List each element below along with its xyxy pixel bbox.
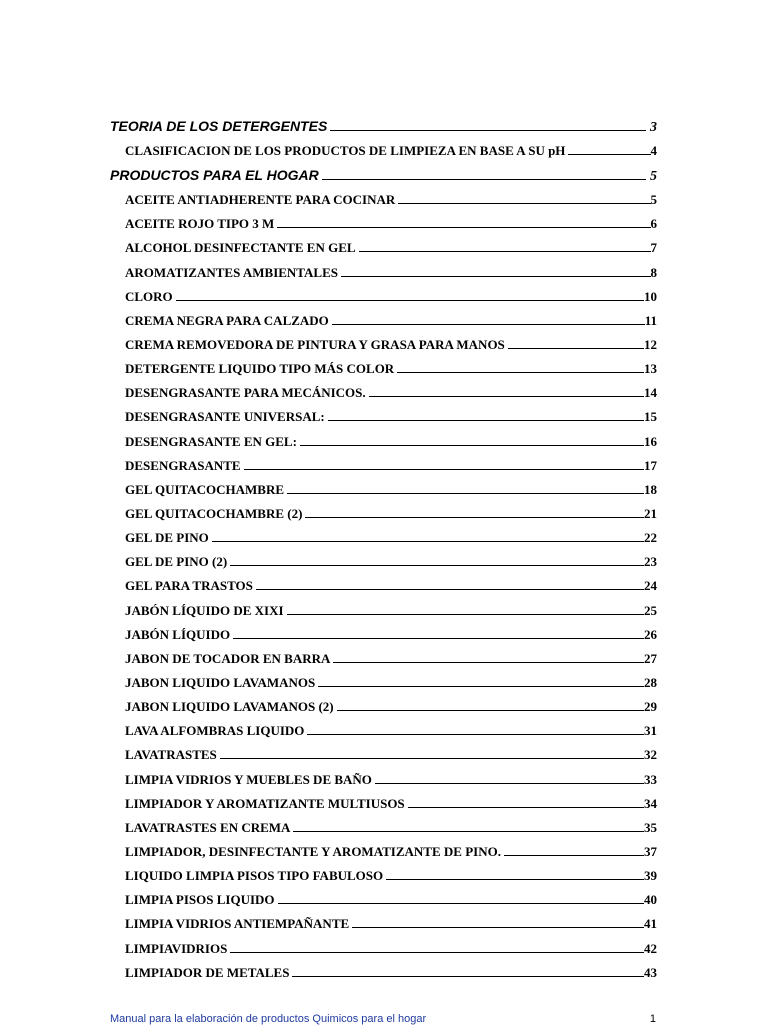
toc-entry[interactable] bbox=[125, 289, 657, 313]
toc-entry-page: 29 bbox=[644, 699, 657, 715]
toc-entry[interactable] bbox=[125, 313, 657, 337]
toc-leader-line bbox=[293, 831, 644, 832]
toc-leader-line bbox=[386, 879, 644, 880]
toc-entry-title: ALCOHOL DESINFECTANTE EN GEL bbox=[125, 240, 356, 256]
toc-leader-line bbox=[230, 565, 644, 566]
toc-entry-title: JABON LIQUIDO LAVAMANOS (2) bbox=[125, 699, 334, 715]
table-of-contents bbox=[0, 118, 768, 989]
toc-entry-page: 24 bbox=[644, 578, 657, 594]
toc-entry-title: TEORIA DE LOS DETERGENTES bbox=[110, 118, 328, 134]
toc-entry[interactable] bbox=[125, 965, 657, 989]
toc-leader-line bbox=[504, 855, 644, 856]
toc-entry-page: 31 bbox=[644, 723, 657, 739]
toc-entry[interactable] bbox=[125, 699, 657, 723]
toc-entry-title: LIMPIADOR Y AROMATIZANTE MULTIUSOS bbox=[125, 795, 405, 811]
toc-leader-line bbox=[300, 445, 644, 446]
toc-entry[interactable] bbox=[125, 941, 657, 965]
toc-entry-page: 3 bbox=[650, 120, 657, 135]
toc-entry-title: ACEITE ROJO TIPO 3 M bbox=[125, 216, 275, 232]
toc-entry-title: LAVATRASTES bbox=[125, 747, 217, 763]
toc-entry-page: 42 bbox=[644, 940, 657, 956]
toc-entry-title: GEL DE PINO (2) bbox=[125, 554, 228, 570]
toc-entry[interactable] bbox=[125, 772, 657, 796]
toc-leader-line bbox=[292, 976, 644, 977]
toc-entry-title: GEL QUITACOCHAMBRE (2) bbox=[125, 505, 303, 521]
toc-leader-line bbox=[359, 251, 651, 252]
toc-entry[interactable] bbox=[125, 723, 657, 747]
toc-leader-line bbox=[408, 807, 644, 808]
toc-entry-title: CREMA REMOVEDORA DE PINTURA Y GRASA PARA MANOS bbox=[125, 336, 505, 352]
toc-entry-page: 11 bbox=[644, 312, 657, 328]
toc-leader-line bbox=[337, 710, 644, 711]
toc-entry-page: 5 bbox=[650, 169, 657, 185]
toc-entry-page: 41 bbox=[644, 916, 657, 932]
toc-entry-page: 17 bbox=[644, 457, 657, 473]
toc-entry-title: DESENGRASANTE PARA MECÁNICOS. bbox=[125, 385, 366, 401]
toc-entry[interactable] bbox=[125, 796, 657, 820]
toc-entry-title: CREMA NEGRA PARA CALZADO bbox=[125, 312, 329, 328]
toc-leader-line bbox=[328, 420, 644, 421]
toc-leader-line bbox=[307, 734, 644, 735]
toc-entry[interactable] bbox=[125, 143, 657, 167]
toc-leader-line bbox=[568, 154, 650, 155]
toc-entry[interactable] bbox=[125, 458, 657, 482]
toc-entry[interactable] bbox=[125, 506, 657, 530]
toc-entry-page: 22 bbox=[644, 530, 657, 546]
toc-entry[interactable] bbox=[125, 916, 657, 940]
toc-entry-title: LIMPIA PISOS LIQUIDO bbox=[125, 892, 275, 908]
toc-entry-page: 34 bbox=[644, 795, 657, 811]
toc-entry-page: 43 bbox=[644, 964, 657, 980]
toc-leader-line bbox=[230, 952, 644, 953]
toc-entry-title: DESENGRASANTE bbox=[125, 457, 241, 473]
toc-entry[interactable] bbox=[125, 530, 657, 554]
toc-entry[interactable] bbox=[110, 118, 657, 143]
toc-entry[interactable] bbox=[125, 337, 657, 361]
toc-entry-title: LIMPIADOR DE METALES bbox=[125, 964, 290, 980]
toc-entry-page: 39 bbox=[644, 868, 657, 884]
toc-entry[interactable] bbox=[125, 265, 657, 289]
toc-entry[interactable] bbox=[125, 385, 657, 409]
toc-entry-page: 23 bbox=[644, 554, 657, 570]
toc-entry-page: 15 bbox=[644, 409, 657, 425]
toc-leader-line bbox=[352, 927, 644, 928]
toc-entry[interactable] bbox=[125, 627, 657, 651]
toc-entry-page: 40 bbox=[644, 892, 657, 908]
toc-leader-line bbox=[369, 396, 644, 397]
toc-entry-title: PRODUCTOS PARA EL HOGAR bbox=[110, 167, 319, 184]
toc-leader-line bbox=[375, 783, 644, 784]
toc-entry-title: DESENGRASANTE EN GEL: bbox=[125, 433, 297, 449]
toc-leader-line bbox=[287, 614, 644, 615]
toc-leader-line bbox=[333, 662, 644, 663]
toc-entry-title: DESENGRASANTE UNIVERSAL: bbox=[125, 409, 325, 425]
toc-entry[interactable] bbox=[125, 240, 657, 264]
toc-leader-line bbox=[508, 348, 644, 349]
toc-entry-title: LIMPIAVIDRIOS bbox=[125, 940, 228, 956]
toc-entry-title: CLORO bbox=[125, 288, 173, 304]
toc-entry-page: 26 bbox=[644, 626, 657, 642]
toc-entry-page: 37 bbox=[644, 843, 657, 859]
toc-entry-page: 13 bbox=[644, 361, 657, 377]
toc-leader-line bbox=[305, 517, 644, 518]
toc-entry-page: 4 bbox=[650, 143, 657, 158]
toc-leader-line bbox=[212, 541, 644, 542]
toc-entry[interactable] bbox=[125, 651, 657, 675]
toc-entry-page: 21 bbox=[644, 505, 657, 521]
toc-entry-title: CLASIFICACION DE LOS PRODUCTOS DE LIMPIEZA EN BASE A SU pH bbox=[125, 143, 566, 158]
toc-entry-title: AROMATIZANTES AMBIENTALES bbox=[125, 264, 338, 280]
toc-entry-title: JABON LIQUIDO LAVAMANOS bbox=[125, 674, 316, 690]
toc-entry[interactable] bbox=[125, 675, 657, 699]
toc-entry-page: 25 bbox=[644, 602, 657, 618]
toc-entry-title: DETERGENTE LIQUIDO TIPO MÁS COLOR bbox=[125, 361, 395, 377]
toc-leader-line bbox=[318, 686, 644, 687]
toc-leader-line bbox=[220, 758, 644, 759]
toc-entry-title: LAVATRASTES EN CREMA bbox=[125, 819, 291, 835]
toc-leader-line bbox=[244, 469, 644, 470]
toc-entry-title: GEL DE PINO bbox=[125, 530, 209, 546]
toc-entry[interactable] bbox=[125, 216, 657, 240]
toc-leader-line bbox=[322, 179, 646, 180]
toc-entry[interactable] bbox=[125, 192, 657, 216]
toc-entry-page: 35 bbox=[644, 819, 657, 835]
toc-entry-page: 12 bbox=[644, 336, 657, 352]
toc-entry-page: 14 bbox=[644, 385, 657, 401]
toc-entry-page: 18 bbox=[644, 481, 657, 497]
toc-entry[interactable] bbox=[125, 482, 657, 506]
toc-entry[interactable] bbox=[110, 167, 657, 192]
footer-page-number: 1 bbox=[649, 1013, 656, 1025]
toc-entry[interactable] bbox=[125, 361, 657, 385]
toc-leader-line bbox=[398, 203, 650, 204]
toc-entry-page: 6 bbox=[650, 216, 657, 232]
toc-entry[interactable] bbox=[125, 844, 657, 868]
toc-entry-page: 7 bbox=[650, 240, 657, 256]
toc-entry[interactable] bbox=[125, 892, 657, 916]
toc-entry[interactable] bbox=[125, 578, 657, 602]
toc-entry[interactable] bbox=[125, 603, 657, 627]
toc-entry-page: 10 bbox=[644, 288, 657, 304]
toc-leader-line bbox=[330, 130, 646, 131]
toc-entry-title: LAVA ALFOMBRAS LIQUIDO bbox=[125, 723, 305, 739]
toc-entry-page: 28 bbox=[644, 674, 657, 690]
toc-entry[interactable] bbox=[125, 434, 657, 458]
toc-entry-page: 32 bbox=[644, 747, 657, 763]
toc-entry-title: LIQUIDO LIMPIA PISOS TIPO FABULOSO bbox=[125, 868, 384, 884]
toc-entry-title: JABON DE TOCADOR EN BARRA bbox=[125, 650, 331, 666]
toc-entry-title: GEL QUITACOCHAMBRE bbox=[125, 481, 285, 497]
toc-entry-title: JABÓN LÍQUIDO DE XIXI bbox=[125, 602, 284, 618]
toc-entry-title: ACEITE ANTIADHERENTE PARA COCINAR bbox=[125, 192, 396, 208]
toc-leader-line bbox=[256, 589, 644, 590]
toc-entry-page: 16 bbox=[644, 433, 657, 449]
toc-leader-line bbox=[277, 227, 650, 228]
toc-entry-title: LIMPIA VIDRIOS ANTIEMPAÑANTE bbox=[125, 916, 350, 932]
toc-leader-line bbox=[278, 903, 644, 904]
toc-entry[interactable] bbox=[125, 747, 657, 771]
toc-entry[interactable] bbox=[125, 868, 657, 892]
toc-leader-line bbox=[397, 372, 644, 373]
toc-entry-page: 27 bbox=[644, 650, 657, 666]
toc-leader-line bbox=[176, 300, 644, 301]
toc-leader-line bbox=[332, 324, 645, 325]
toc-leader-line bbox=[233, 638, 644, 639]
toc-leader-line bbox=[287, 493, 644, 494]
toc-entry[interactable] bbox=[125, 409, 657, 433]
toc-entry-page: 8 bbox=[650, 264, 657, 280]
toc-entry-page: 33 bbox=[644, 771, 657, 787]
toc-entry-title: JABÓN LÍQUIDO bbox=[125, 626, 231, 642]
toc-entry-title: GEL PARA TRASTOS bbox=[125, 578, 253, 594]
toc-entry-title: LIMPIA VIDRIOS Y MUEBLES DE BAÑO bbox=[125, 771, 372, 787]
toc-entry[interactable] bbox=[125, 820, 657, 844]
toc-leader-line bbox=[341, 276, 651, 277]
toc-entry-page: 5 bbox=[650, 192, 657, 208]
footer-title: Manual para la elaboración de productos Quimicos para el hogar bbox=[110, 1013, 427, 1025]
page-footer bbox=[110, 1013, 656, 1025]
toc-entry-title: LIMPIADOR, DESINFECTANTE Y AROMATIZANTE DE PINO. bbox=[125, 843, 501, 859]
toc-entry[interactable] bbox=[125, 554, 657, 578]
